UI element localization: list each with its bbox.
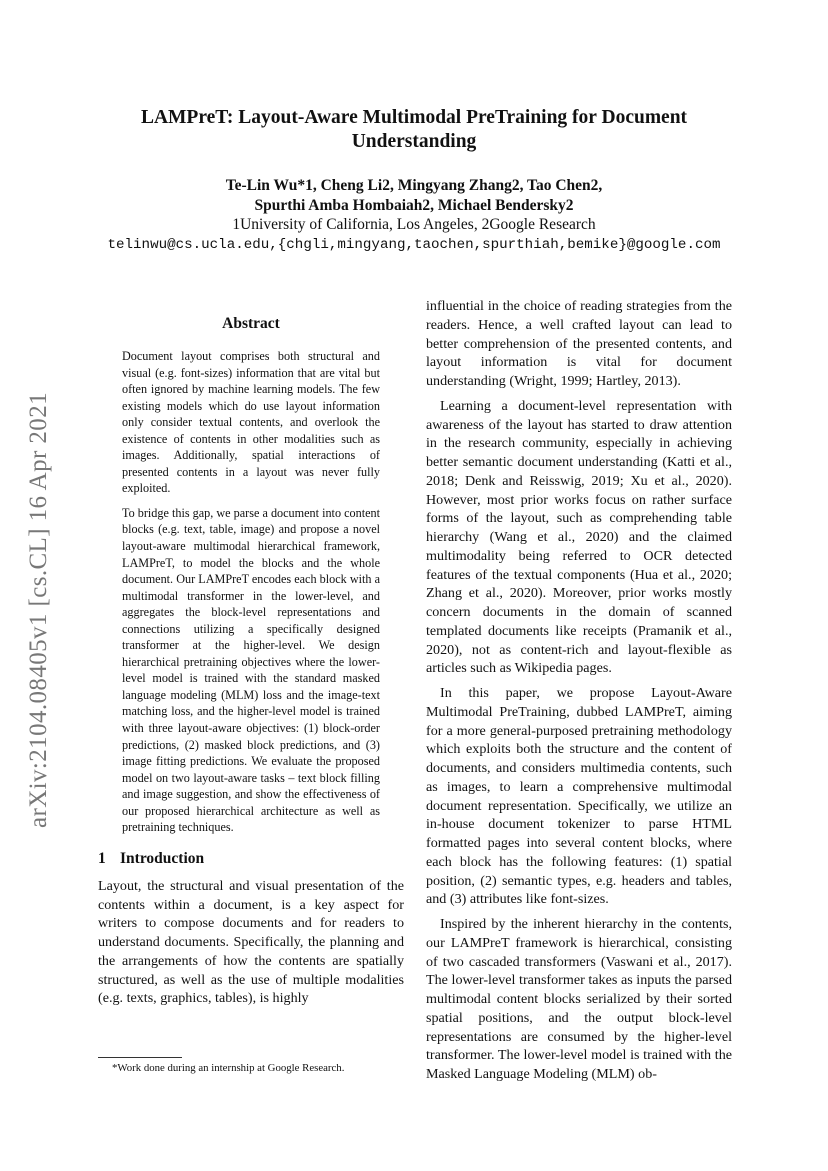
abstract-paragraph-2: To bridge this gap, we parse a document into content blocks (e.g. text, table, image) and propose a novel layout-aware multimodal hierarchical framework, LAMPreT, to model the blocks and the whole document. Our LAMPreT encodes each block with a multimodal transformer in the lower-level, and aggregates the block-level representations and connections utilizing a specifically designed transformer at the higher-level. We design hierarchical pretraining objectives where the lower-level model is trained with the standard masked language modeling (MLM) loss and the image-text matching loss, and the higher-level model is trained with three layout-aware objectives: (1) block-order predictions, (2) masked block predictions, and (3) image fitting predictions. We evaluate the proposed model on two layout-aware tasks – text block filling and image suggestion, and show the effectiveness of our proposed hierarchical architecture as well as pretraining techniques. [122, 505, 380, 835]
section-title: Introduction [120, 849, 205, 867]
section-number: 1 [98, 849, 106, 867]
intro-paragraph-1: Layout, the structural and visual presentation of the contents within a document, is a key aspect for writers to compose documents and for readers to understand documents. Specifically, the planning and the arrangements of how the contents are spatially structured, as well as the use of multiple modalities (e.g. texts, graphics, tables), is highly [98, 877, 404, 1007]
author-emails[interactable]: telinwu@cs.ucla.edu,{chgli,mingyang,taochen,spurthiah,bemike}@google.com [107, 237, 721, 253]
authors-line-1: Te-Lin Wu*1, Cheng Li2, Mingyang Zhang2, Tao Chen2, [225, 177, 603, 194]
left-column [98, 314, 404, 1008]
affiliations: 1University of California, Los Angeles, 2Google Research [232, 216, 596, 233]
authors [100, 176, 728, 216]
paper-title: LAMPreT: Layout-Aware Multimodal PreTraining for Document Understanding [140, 107, 688, 152]
abstract-paragraph-1: Document layout comprises both structural and visual (e.g. font-sizes) information that are vital but often ignored by machine learning models. The few existing models which do use layout information only consider textual contents, and overlook the existence of contents in other modalities such as images. Additionally, spatial interactions of presented contents in a layout was never fully exploited. [122, 349, 380, 496]
section-heading-introduction [98, 850, 404, 868]
footnote-divider [98, 1057, 182, 1058]
right-paragraph-1: influential in the choice of reading strategies from the readers. Hence, a well crafted layout can lead to better comprehension of the presented contents, and layout information is vital for document understanding (Wright, 1999; Hartley, 2013). [426, 298, 732, 389]
right-paragraph-4: Inspired by the inherent hierarchy in the contents, our LAMPreT framework is hierarchical, consisting of two cascaded transformers (Vaswani et al., 2017). The lower-level transformer takes as inputs the parsed multimodal content blocks serialized by their sorted spatial positions, and the output block-level representations are consumed by the higher-level transformer. The lower-level model is trained with the Masked Language Modeling (MLM) ob- [426, 916, 732, 1082]
footnote: *Work done during an internship at Google Research. [112, 1062, 345, 1074]
right-column [426, 297, 732, 1090]
abstract-heading: Abstract [222, 315, 280, 332]
arxiv-stamp: arXiv:2104.08405v1 [cs.CL] 16 Apr 2021 [25, 392, 52, 828]
abstract [122, 348, 380, 836]
right-paragraph-3: In this paper, we propose Layout-Aware Multimodal PreTraining, dubbed LAMPreT, aiming for a more general-purposed pretraining methodology which exploits both the structure and the content of documents, and considers multimedia contents, such as images, to learn a comprehensive multimodal document representation. Specifically, we utilize an in-house document tokenizer to parse HTML formatted pages into several content blocks, where each block has the following features: (1) spatial position, (2) semantic types, e.g. headers and tables, and (3) attributes like font-sizes. [426, 685, 732, 908]
authors-line-2: Spurthi Amba Hombaiah2, Michael Bendersky2 [254, 197, 574, 214]
right-paragraph-2: Learning a document-level representation with awareness of the layout has started to draw attention in the research community, especially in achieving better semantic document understanding (Katti et al., 2018; Denk and Reisswig, 2019; Xu et al., 2020). However, most prior works focus on rather surface forms of the layout, such as comprehending table hierarchy (Wang et al., 2020) and the claimed multimodality being referred to OCR detected features of the textual components (Hua et al., 2020; Zhang et al., 2020). Moreover, prior works mostly concern documents in the domain of scanned templated documents like receipts (Pramanik et al., 2020), not as content-rich and layout-flexible as articles such as Wikipedia pages. [426, 397, 732, 677]
